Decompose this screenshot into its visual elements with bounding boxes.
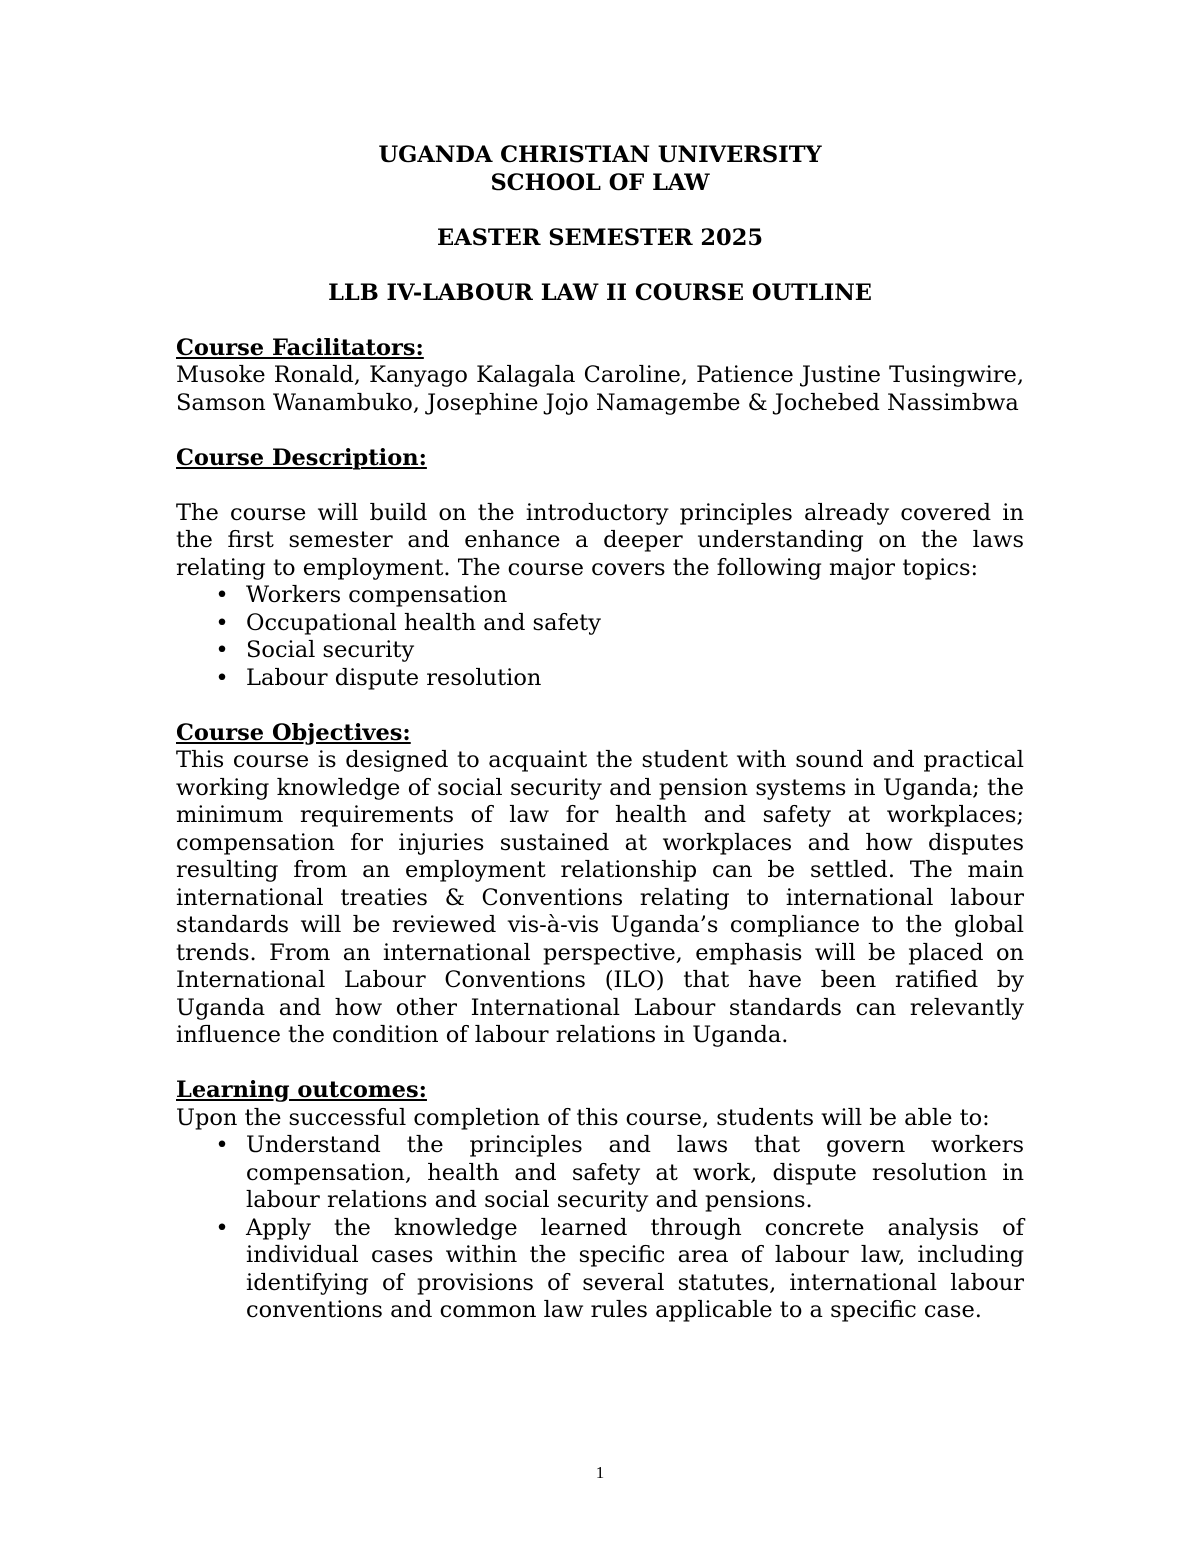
school-name: SCHOOL OF LAW [490, 169, 710, 196]
bullet-icon: • [215, 664, 229, 691]
list-item: • Workers compensation [176, 582, 1024, 610]
list-item: • Labour dispute resolution [176, 665, 1024, 693]
bullet-icon: • [215, 637, 229, 663]
topics-list [176, 582, 1024, 692]
list-item: • Apply the knowledge learned through concrete analysis of individual cases within the specific area of labour law, including identifying of provisions of several statutes, international labour conventions and common law rules applicable to a specific case. [176, 1215, 1024, 1325]
list-item: • Understand the principles and laws that govern workers compensation, health and safety at work, dispute resolution in labour relations and social security and pensions. [176, 1132, 1024, 1215]
list-item: • Social security [176, 637, 1024, 665]
course-title: LLB IV-LABOUR LAW II COURSE OUTLINE [328, 279, 872, 306]
objectives-heading: Course Objectives: [176, 719, 411, 746]
semester-title: EASTER SEMESTER 2025 [436, 224, 764, 251]
page-number: 1 [595, 1463, 605, 1482]
list-item: • Occupational health and safety [176, 610, 1024, 638]
bullet-icon: • [215, 1132, 229, 1158]
description-paragraph: The course will build on the introductory principles already covered in the first semester and enhance a deeper understanding on the laws relating to employment. The course covers the following major topics: [176, 499, 1024, 581]
outcomes-intro: Upon the successful completion of this course, students will be able to: [176, 1104, 990, 1131]
facilitators-heading: Course Facilitators: [176, 334, 424, 361]
university-name: UGANDA CHRISTIAN UNIVERSITY [378, 142, 822, 168]
bullet-icon: • [215, 609, 229, 636]
outcomes-list [176, 1132, 1024, 1325]
bullet-icon: • [215, 582, 229, 608]
description-heading: Course Description: [176, 444, 427, 471]
facilitators-names: Musoke Ronald, Kanyago Kalagala Caroline, Patience Justine Tusingwire, Samson Wanambuko, Josephine Jojo Namagembe & Jochebed Nassimbwa [176, 362, 1024, 416]
page-content [176, 142, 1024, 1325]
outcomes-heading: Learning outcomes: [176, 1077, 427, 1103]
objectives-paragraph: This course is designed to acquaint the student with sound and practical working knowledge of social security and pension systems in Uganda; the minimum requirements of law for health and safety at workplaces; compensation for injuries sustained at workplaces and how disputes resulting from an employment relationship can be settled. The main international treaties & Conventions relating to international labour standards will be reviewed vis-à-vis Uganda’s compliance to the global trends. From an international perspective, emphasis will be placed on International Labour Conventions (ILO) that have been ratified by Uganda and how other International Labour standards can relevantly influence the condition of labour relations in Uganda. [176, 747, 1024, 1048]
bullet-icon: • [215, 1214, 229, 1241]
